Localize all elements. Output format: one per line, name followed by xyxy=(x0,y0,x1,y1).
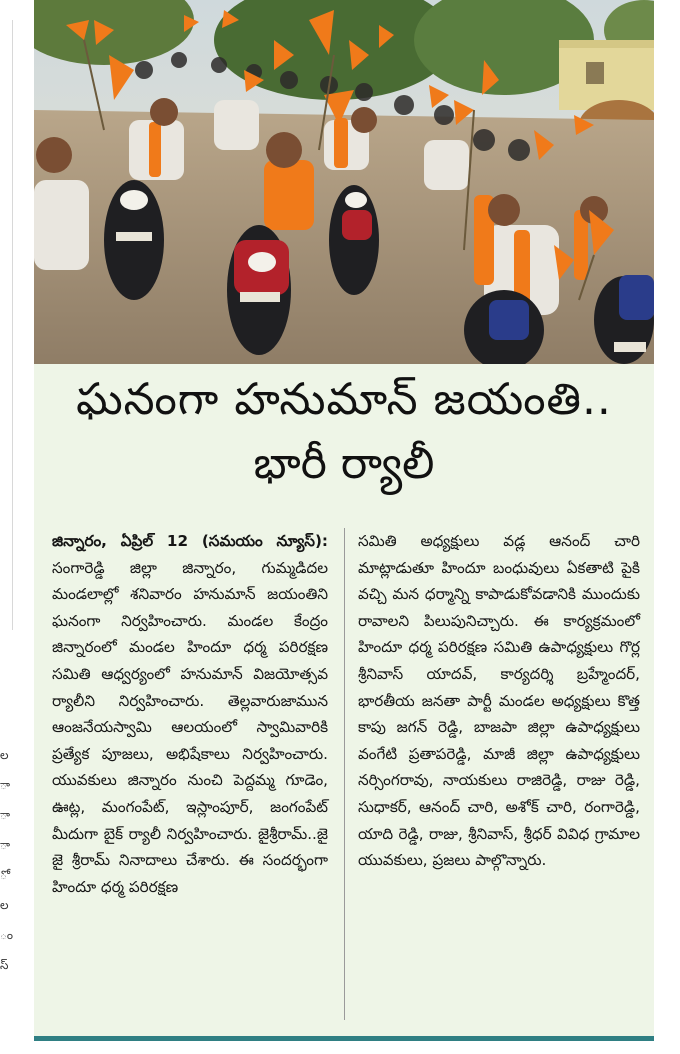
headline-line-2: భారీ ర్యాలీ xyxy=(253,438,435,489)
article-body-left-column xyxy=(52,528,328,900)
column-rule xyxy=(12,20,13,630)
column-divider xyxy=(344,528,345,1020)
body-text-right: సమితి అధ్యక్షులు వడ్ల ఆనంద్ చారి మాట్లాడుతూ హిందూ బంధువులు ఏకతాటి పైకి వచ్చి మన ధర్మాన్ని కాపాడుకోవడానికి ముందుకు రావాలని పిలుపునిచ్చారు. ఈ కార్యక్రమంలో హిందూ ధర్మ పరిరక్షణ సమితి ఉపాధ్యక్షులు గొర్ల శ్రీనివాస్ యాదవ్, కార్యదర్శి బ్రహ్మేందర్, భారతీయ జనతా పార్టీ మండల అధ్యక్షులు కొత్త కాపు జగన్ రెడ్డి, బాజపా జిల్లా ఉపాధ్యక్షులు వంగేటి ప్రతాపరెడ్డి, మాజీ జిల్లా ఉపాధ్యక్షులు నర్సింగరావు, నాయకులు రాజిరెడ్డి, రాజు రెడ్డి, సుధాకర్, ఆనంద్ చారి, అశోక్ చారి, రంగారెడ్డి, యాది రెడ్డి, రాజు, శ్రీనివాస్, శ్రీధర్ వివిధ గ్రామాల యువకులు, ప్రజలు పాల్గొన్నారు. xyxy=(358,532,640,870)
page-margin xyxy=(654,0,680,1054)
rally-photo-illustration xyxy=(34,0,654,364)
article-headline xyxy=(34,368,654,496)
adjacent-article-fragment: ల ా ా ా ో ల ం స్ xyxy=(0,748,14,972)
rally-photo xyxy=(34,0,654,364)
adjacent-article-strip xyxy=(0,0,34,1054)
article-body-right-column xyxy=(358,528,640,874)
bottom-rule xyxy=(34,1036,654,1041)
headline-line-1: ఘనంగా హనుమాన్ జయంతి.. xyxy=(76,374,612,425)
body-text-left: సంగారెడ్డి జిల్లా జిన్నారం, గుమ్మడిదల మండలాల్లో శనివారం హనుమాన్ జయంతిని ఘనంగా నిర్వహించారు. మండల కేంద్రం జిన్నారంలో మండల హిందూ ధర్మ పరిరక్షణ సమితి ఆధ్వర్యంలో హనుమాన్ విజయోత్సవ ర్యాలీని నిర్వహించారు. తెల్లవారుజామున ఆంజనేయస్వామి ఆలయంలో స్వామివారికి ప్రత్యేక పూజలు, అభిషేకాలు నిర్వహించారు. యువకులు జిన్నారం నుంచి పెద్దమ్మ గూడెం, ఊట్ల, మంగంపేట్, ఇస్లాంపూర్, జంగంపేట్ మీదుగా బైక్ ర్యాలీ నిర్వహించారు. జైశ్రీరామ్..జై జై శ్రీరామ్ నినాదాలు చేశారు. ఈ సందర్భంగా హిందూ ధర్మ పరిరక్షణ xyxy=(52,558,328,896)
dateline: జిన్నారం, ఏప్రిల్ 12 (సమయం న్యూస్): xyxy=(52,532,328,550)
